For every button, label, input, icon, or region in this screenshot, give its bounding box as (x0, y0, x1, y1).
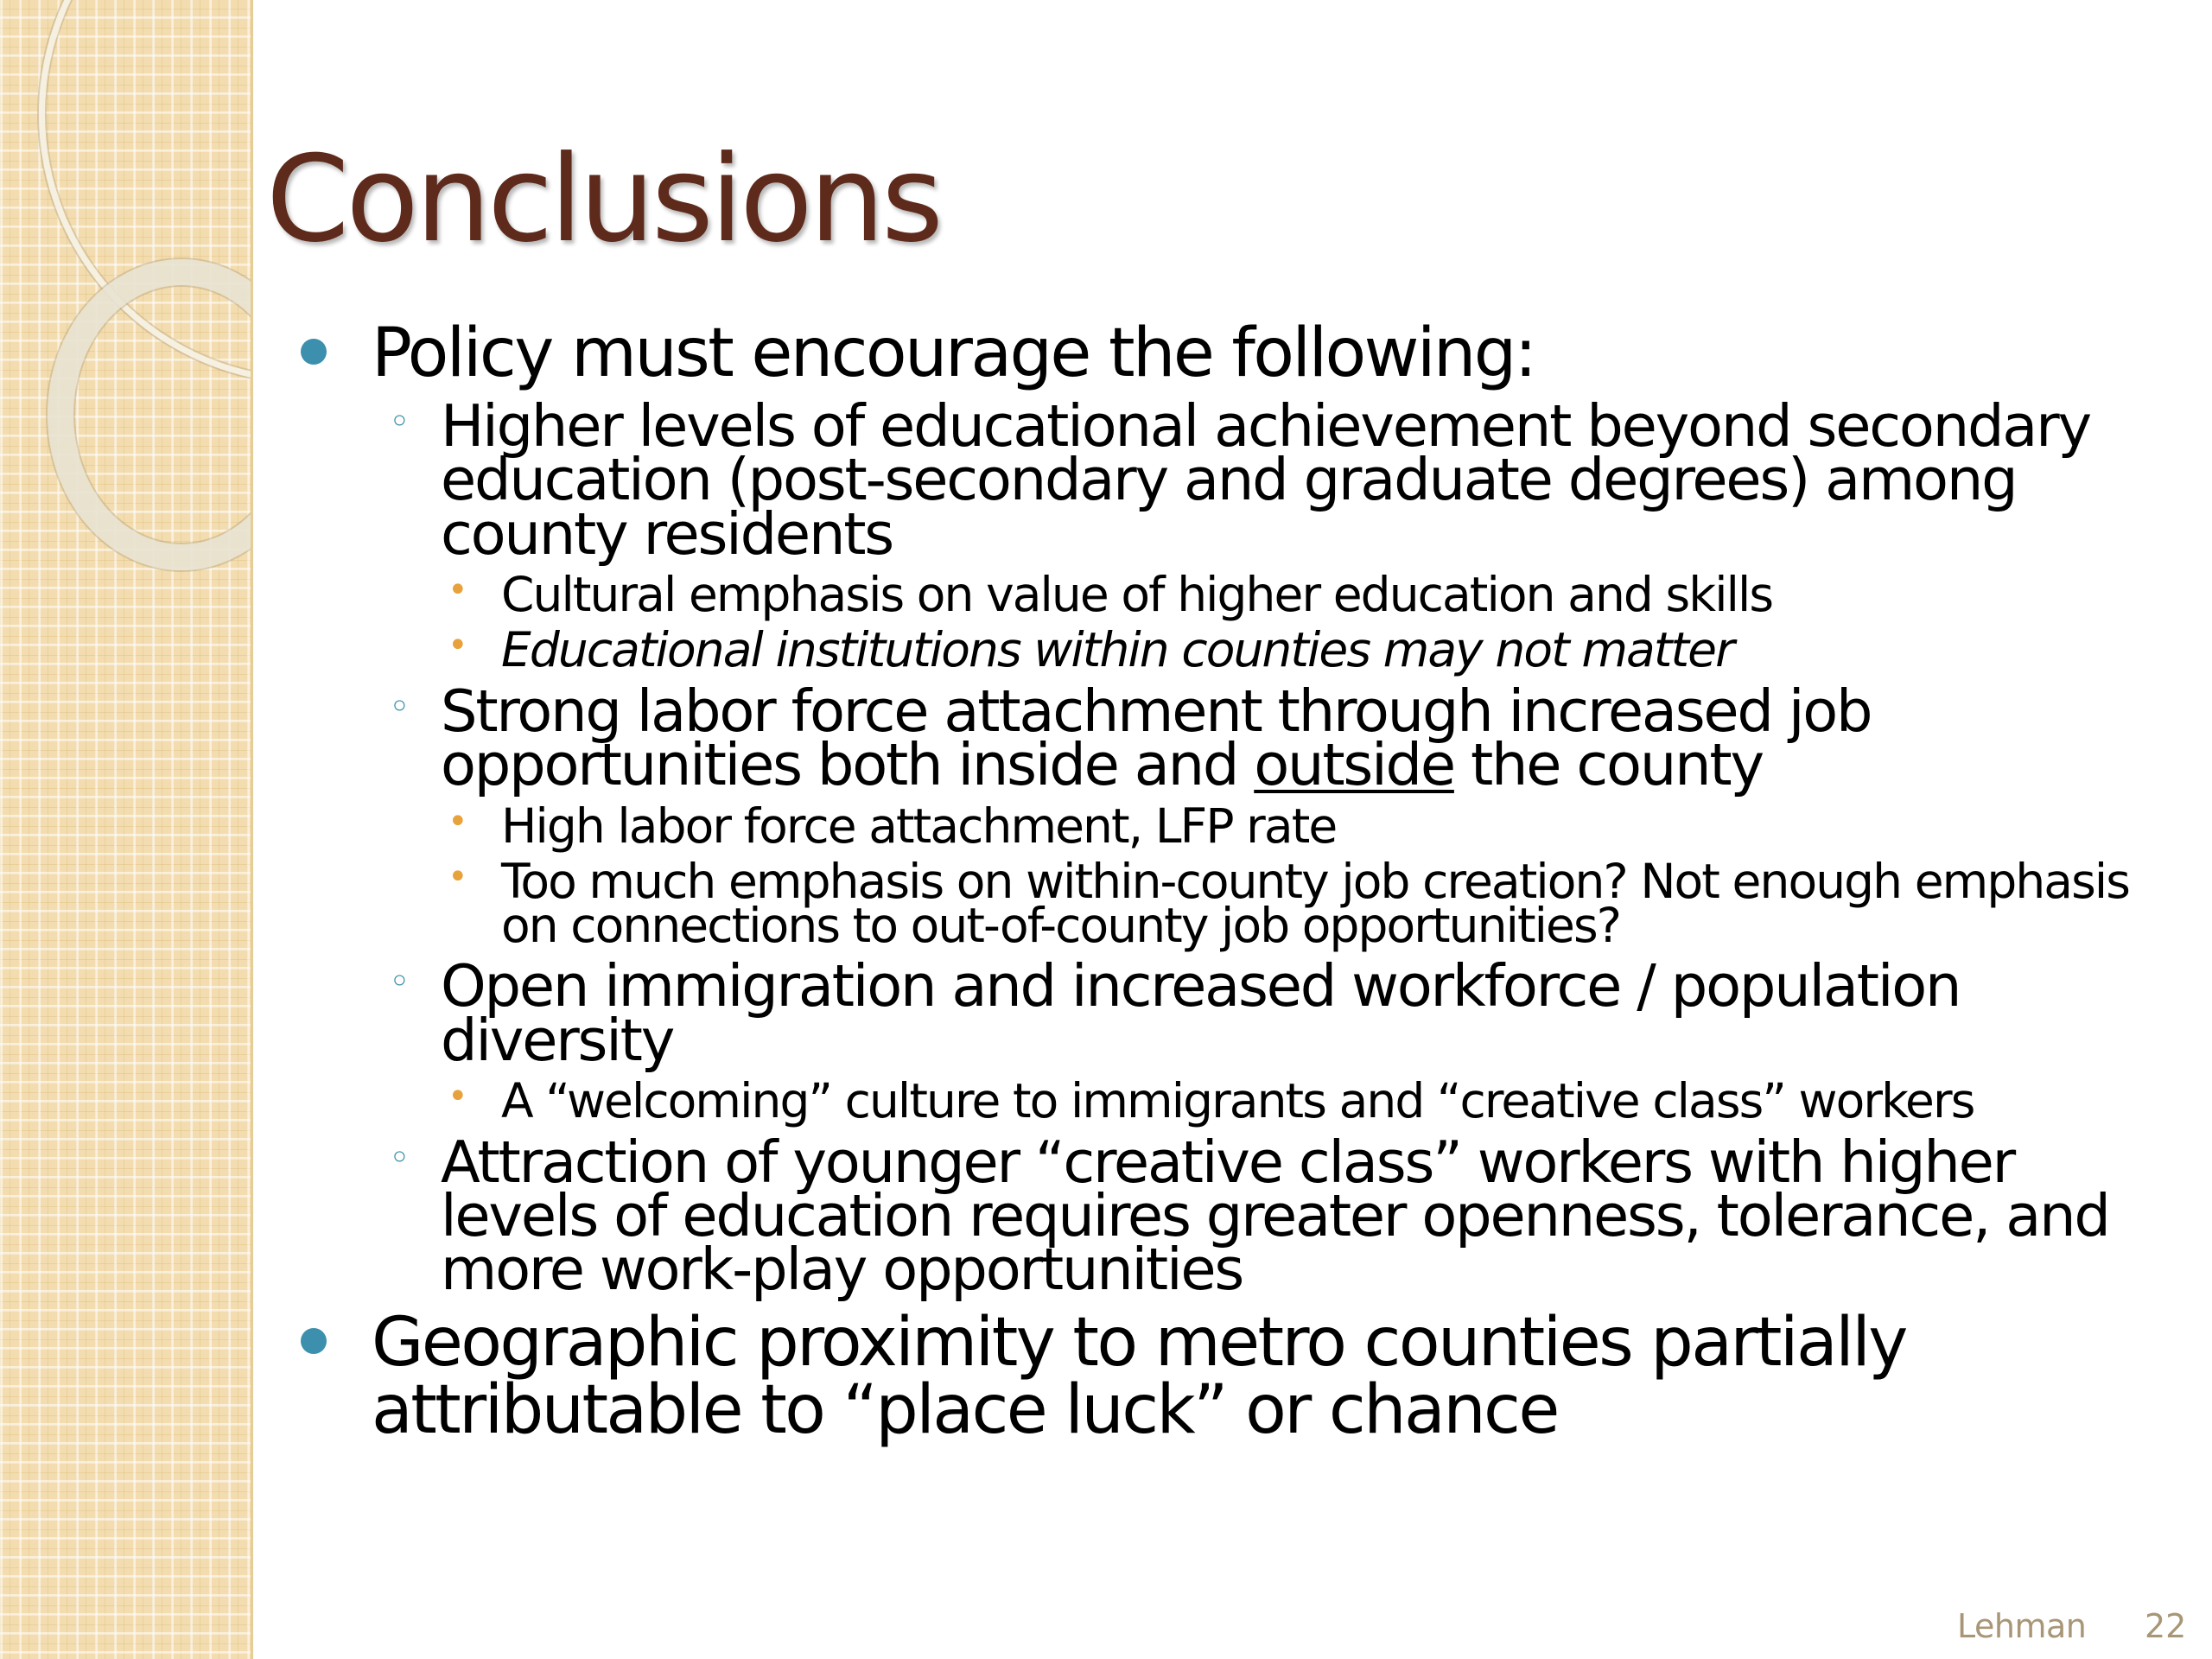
sub-bullet-text: Open immigration and increased workforce / population diversity (441, 952, 1961, 1074)
sub-sub-bullet-text: High labor force attachment, LFP rate (501, 798, 1337, 854)
sub-sub-bullet-text: Educational institutions within counties may not matter (501, 622, 1733, 678)
slide-number: 22 (2145, 1607, 2187, 1645)
bullet-list (251, 315, 2177, 1456)
sub-bullet-item (251, 392, 2177, 568)
sub-sub-bullet-text: Cultural emphasis on value of higher education and skills (501, 566, 1773, 622)
sub-sub-bullet-item (251, 622, 2177, 678)
hollow-circle-bullet-icon: ◦ (389, 685, 410, 728)
sub-bullet-text-part: the county (1453, 731, 1763, 799)
footer-author: Lehman (1957, 1607, 2087, 1645)
sub-sub-bullet-item (251, 798, 2177, 854)
bullet-item (251, 1303, 2177, 1449)
dot-bullet-icon: • (448, 569, 468, 610)
sub-bullet-item (251, 1128, 2177, 1304)
hollow-circle-bullet-icon: ◦ (389, 1135, 410, 1179)
dot-bullet-icon: • (448, 801, 468, 842)
sub-bullet-item (251, 952, 2177, 1074)
sub-sub-bullet-item (251, 1073, 2177, 1129)
hollow-circle-bullet-icon: ◦ (389, 400, 410, 442)
dot-bullet-icon: • (448, 626, 468, 666)
hollow-circle-bullet-icon: ◦ (389, 960, 410, 1003)
slide-title: Conclusions (266, 130, 940, 269)
slide-content (251, 0, 2212, 1659)
underlined-word: outside (1254, 731, 1454, 799)
sub-bullet-text: Higher levels of educational achievement beyond secondary education (post-secondary and graduate degrees) among county residents (441, 392, 2090, 568)
bullet-text: Geographic proximity to metro counties partially attributable to “place luck” or chance (372, 1303, 1906, 1449)
sub-sub-bullet-text: A “welcoming” culture to immigrants and “creative class” workers (501, 1073, 1974, 1129)
sub-sub-bullet-item (251, 566, 2177, 622)
sub-sub-bullet-text: Too much emphasis on within-county job creation? Not enough emphasis on connections to out-of-county job opportunities? (501, 854, 2129, 953)
sub-bullet-text-part: Strong labor force attachment through increased job opportunities both inside and (441, 677, 1872, 799)
filled-circle-bullet-icon (301, 1328, 327, 1354)
dot-bullet-icon: • (448, 1077, 468, 1117)
sub-sub-bullet-item (251, 854, 2177, 953)
sub-bullet-item (251, 677, 2177, 799)
decorative-sidebar (0, 0, 253, 1659)
bullet-item (251, 315, 2177, 392)
dot-bullet-icon: • (448, 857, 468, 898)
decorative-ring-small (48, 259, 253, 570)
bullet-text: Policy must encourage the following: (372, 315, 1535, 392)
sub-bullet-text: Attraction of younger “creative class” workers with higher levels of education requires greater openness, tolerance, and more work-play opportunities (441, 1128, 2109, 1304)
filled-circle-bullet-icon (301, 339, 327, 365)
